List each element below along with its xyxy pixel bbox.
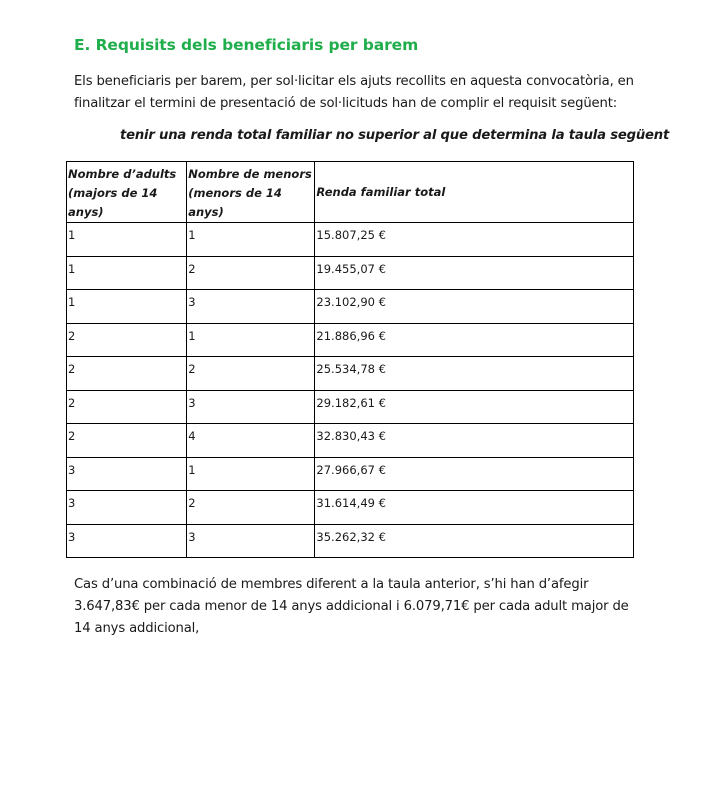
cell-minors: 3	[187, 390, 315, 424]
cell-income: 27.966,67 €	[315, 457, 634, 491]
table-row	[67, 491, 634, 525]
header-minors	[187, 162, 315, 223]
cell-minors: 3	[187, 290, 315, 324]
intro-line: Els beneficiaris per barem, per sol·licitar els ajuts recollits en aquesta convocatòria, en	[74, 74, 634, 89]
footer-line: 14 anys addicional,	[74, 621, 200, 636]
cell-minors: 4	[187, 424, 315, 458]
footer-line: 3.647,83€ per cada menor de 14 anys addicional i 6.079,71€ per cada adult major de	[74, 599, 629, 614]
requirement-statement: tenir una renda total familiar no superior al que determina la taula següent	[120, 128, 670, 143]
header-minors-note: (menors de 14 anys)	[188, 186, 282, 219]
cell-income: 29.182,61 €	[315, 390, 634, 424]
cell-income: 25.534,78 €	[315, 357, 634, 391]
cell-adults: 1	[67, 256, 187, 290]
cell-adults: 2	[67, 323, 187, 357]
cell-adults: 2	[67, 357, 187, 391]
footer-line: Cas d’una combinació de membres diferent a la taula anterior, s’hi han d’afegir	[74, 577, 589, 592]
section-heading: E. Requisits dels beneficiaris per barem	[74, 36, 419, 54]
cell-adults: 3	[67, 491, 187, 525]
cell-income: 21.886,96 €	[315, 323, 634, 357]
header-adults	[67, 162, 187, 223]
cell-minors: 3	[187, 524, 315, 558]
cell-minors: 2	[187, 256, 315, 290]
cell-minors: 1	[187, 223, 315, 257]
table-row	[67, 424, 634, 458]
income-threshold-table	[66, 161, 634, 558]
cell-minors: 1	[187, 457, 315, 491]
table-header-row	[67, 162, 634, 223]
cell-adults: 3	[67, 457, 187, 491]
intro-line: finalitzar el termini de presentació de sol·licituds han de complir el requisit següent:	[74, 96, 618, 111]
cell-income: 32.830,43 €	[315, 424, 634, 458]
cell-adults: 3	[67, 524, 187, 558]
footer-paragraph	[74, 574, 634, 640]
table-row	[67, 223, 634, 257]
cell-income: 31.614,49 €	[315, 491, 634, 525]
table-row	[67, 357, 634, 391]
table-row	[67, 290, 634, 324]
table-row	[67, 390, 634, 424]
intro-paragraph	[74, 71, 654, 115]
cell-adults: 2	[67, 424, 187, 458]
table-row	[67, 256, 634, 290]
cell-adults: 2	[67, 390, 187, 424]
header-income: Renda familiar total	[315, 162, 634, 223]
table-row	[67, 323, 634, 357]
header-minors-label: Nombre de menors	[188, 167, 312, 181]
header-adults-note: (majors de 14 anys)	[68, 186, 158, 219]
cell-minors: 2	[187, 357, 315, 391]
cell-adults: 1	[67, 223, 187, 257]
cell-income: 35.262,32 €	[315, 524, 634, 558]
table-row	[67, 524, 634, 558]
cell-income: 19.455,07 €	[315, 256, 634, 290]
cell-income: 15.807,25 €	[315, 223, 634, 257]
cell-minors: 2	[187, 491, 315, 525]
cell-minors: 1	[187, 323, 315, 357]
header-adults-label: Nombre d’adults	[68, 167, 177, 181]
cell-adults: 1	[67, 290, 187, 324]
cell-income: 23.102,90 €	[315, 290, 634, 324]
table-row	[67, 457, 634, 491]
